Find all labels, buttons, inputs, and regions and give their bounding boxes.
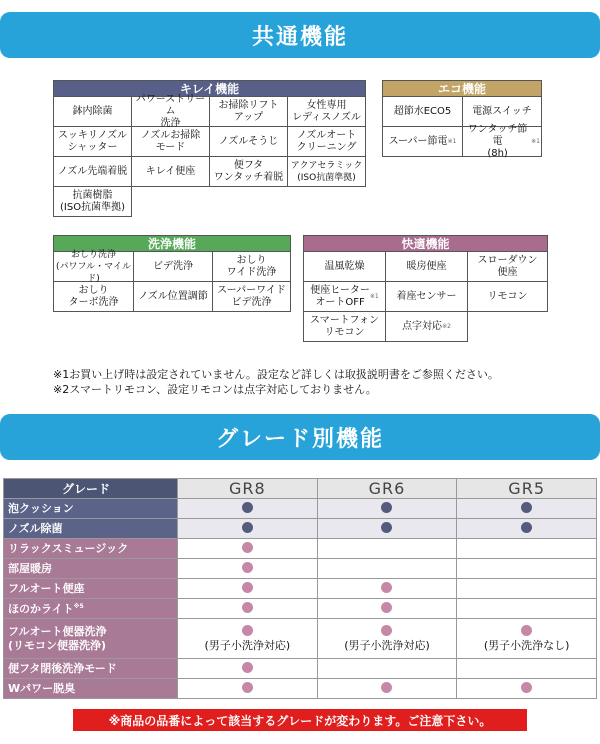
kaiteki-feature-footnote-mark: ※1	[369, 292, 379, 300]
eco-feature-label: スーパー節電	[388, 135, 448, 147]
grade-value-cell	[317, 499, 457, 519]
feature-name: Wパワー脱臭	[8, 681, 76, 695]
grade-warning: ※商品の品番によって該当するグレードが変わります。ご注意下さい。	[73, 709, 527, 731]
kaiteki-feature-label: リモコン	[487, 290, 528, 302]
available-dot-icon	[381, 625, 392, 636]
kirei-feature-item	[210, 127, 288, 157]
eco-feature-footnote-mark: ※1	[447, 137, 457, 145]
available-dot-icon	[521, 522, 532, 533]
kirei-feature-label: お掃除リフト アップ	[218, 99, 279, 123]
kaiteki-feature-item	[386, 252, 468, 282]
grade-value-cell	[317, 519, 457, 539]
senjo-feature-label: おしり洗浄 (パワフル・マイルド)	[56, 249, 131, 284]
grade-value-note: (男子小洗浄対応)	[204, 639, 291, 652]
senjo-feature-label: ノズル位置調節	[138, 290, 208, 302]
eco-feature-label: 電源スイッチ	[472, 105, 532, 117]
feature-name-cell	[4, 539, 178, 559]
kirei-feature-item	[288, 97, 366, 127]
eco-features-title: エコ機能	[382, 80, 542, 97]
feature-name-cell	[4, 519, 178, 539]
kaiteki-feature-label: 点字対応	[402, 320, 443, 332]
kaiteki-feature-item	[386, 282, 468, 312]
feature-name: フルオート便座	[8, 581, 85, 595]
feature-name: 便フタ閉後洗浄モード	[8, 661, 117, 675]
kaiteki-feature-label: 着座センサー	[396, 290, 457, 302]
eco-feature-label: ワンタッチ節電 (8h)	[467, 123, 528, 159]
feature-name: ノズル除菌	[8, 521, 63, 535]
grade-value-cell	[178, 579, 318, 599]
grade-value-cell	[457, 559, 597, 579]
available-dot-icon	[242, 602, 253, 613]
table-row	[4, 579, 597, 599]
feature-name-cell	[4, 659, 178, 679]
grade-value-cell	[317, 619, 457, 659]
available-dot-icon	[242, 562, 253, 573]
kirei-feature-item	[54, 187, 132, 217]
grade-value-cell	[178, 659, 318, 679]
available-dot-icon	[381, 602, 392, 613]
table-row	[4, 599, 597, 619]
kirei-features-group	[53, 80, 366, 217]
grade-header-row	[4, 479, 597, 499]
grade-value-cell	[178, 679, 318, 699]
kirei-feature-item	[288, 157, 366, 187]
kirei-feature-item	[132, 127, 210, 157]
table-row	[4, 559, 597, 579]
grade-value-cell	[317, 559, 457, 579]
kirei-features-title: キレイ機能	[53, 80, 366, 97]
grade-gr8: GR8	[178, 479, 318, 499]
kirei-feature-label: アクアセラミック (ISO抗菌準拠)	[290, 160, 363, 183]
kirei-feature-item	[54, 127, 132, 157]
kaiteki-feature-label: スマートフォン リモコン	[310, 314, 379, 338]
eco-features-group	[382, 80, 542, 157]
kirei-feature-item	[54, 97, 132, 127]
feature-name-cell	[4, 499, 178, 519]
senjo-feature-item	[213, 282, 291, 312]
footnote-1: ※1お買い上げ時は設定されていません。設定など詳しくは取扱説明書をご参照ください。	[53, 368, 499, 381]
grade-value-cell	[317, 579, 457, 599]
senjo-features-title: 洗浄機能	[53, 235, 291, 252]
eco-feature-item	[463, 97, 542, 127]
eco-feature-label: 超節水ECO5	[393, 105, 452, 117]
grade-value-cell	[178, 519, 318, 539]
grade-header-label: グレード	[4, 479, 178, 499]
kirei-feature-label: ノズルオート クリーニング	[296, 129, 357, 153]
feature-name-cell	[4, 679, 178, 699]
kirei-feature-label: 女性専用 レディスノズル	[292, 99, 361, 123]
feature-name-cell	[4, 579, 178, 599]
available-dot-icon	[381, 502, 392, 513]
kaiteki-feature-label: スローダウン 便座	[477, 254, 538, 278]
available-dot-icon	[242, 582, 253, 593]
available-dot-icon	[381, 582, 392, 593]
grade-value-cell	[457, 519, 597, 539]
table-row	[4, 499, 597, 519]
grade-value-note: (男子小洗浄対応)	[344, 639, 430, 652]
grade-value-cell	[178, 559, 318, 579]
available-dot-icon	[242, 522, 253, 533]
kirei-feature-label: パワーストリーム 洗浄	[135, 93, 206, 129]
kaiteki-feature-item	[304, 282, 386, 312]
feature-name-cell	[4, 619, 178, 659]
grade-value-cell	[457, 659, 597, 679]
footnote-2: ※2スマートリモコン、設定リモコンは点字対応しておりません。	[53, 383, 377, 396]
senjo-feature-label: スーパーワイド ビデ洗浄	[217, 284, 286, 308]
senjo-feature-label: おしり ターボ洗浄	[68, 284, 119, 308]
grade-value-cell	[178, 539, 318, 559]
grade-value-cell	[457, 599, 597, 619]
table-row	[4, 519, 597, 539]
available-dot-icon	[242, 502, 253, 513]
grade-value-cell	[178, 619, 318, 659]
grade-value-cell	[457, 539, 597, 559]
available-dot-icon	[242, 625, 253, 636]
grade-value-cell	[457, 679, 597, 699]
kirei-feature-item	[210, 97, 288, 127]
eco-features-grid	[382, 97, 542, 157]
kirei-feature-label: 便フタ ワンタッチ着脱	[213, 159, 284, 183]
feature-footnote-mark: ※5	[73, 603, 84, 611]
grade-value-cell	[317, 539, 457, 559]
kirei-feature-item	[210, 157, 288, 187]
kirei-feature-item	[54, 157, 132, 187]
grade-value-cell	[457, 619, 597, 659]
grade-table-body	[4, 499, 597, 699]
eco-feature-item	[463, 123, 542, 159]
kaiteki-feature-item	[468, 252, 548, 282]
feature-name: 部屋暖房	[8, 561, 52, 575]
kirei-feature-item	[288, 127, 366, 157]
available-dot-icon	[242, 542, 253, 553]
available-dot-icon	[521, 682, 532, 693]
eco-feature-item	[383, 127, 463, 157]
table-row	[4, 679, 597, 699]
available-dot-icon	[242, 682, 253, 693]
eco-feature-footnote-mark: ※1	[531, 137, 540, 145]
kirei-feature-item	[132, 93, 210, 129]
grade-comparison-table	[3, 478, 597, 699]
kaiteki-feature-label: 温風乾燥	[324, 260, 365, 272]
grade-value-cell	[317, 599, 457, 619]
kaiteki-features-title: 快適機能	[303, 235, 548, 252]
available-dot-icon	[521, 625, 532, 636]
table-row	[4, 539, 597, 559]
kaiteki-feature-item	[386, 312, 468, 342]
grade-value-cell	[457, 499, 597, 519]
kirei-feature-item	[132, 157, 210, 187]
kaiteki-feature-label: 便座ヒーター オートOFF	[310, 284, 370, 308]
kaiteki-feature-footnote-mark: ※2	[442, 322, 451, 330]
kaiteki-features-grid	[303, 252, 548, 342]
kaiteki-feature-item	[304, 252, 386, 282]
kirei-feature-label: ノズルお掃除 モード	[140, 129, 201, 153]
available-dot-icon	[521, 502, 532, 513]
kirei-feature-label: 鉢内除菌	[72, 105, 113, 117]
kirei-feature-label: キレイ便座	[145, 165, 196, 177]
feature-name-cell	[4, 599, 178, 619]
grade-value-cell	[457, 579, 597, 599]
feature-name: リラックスミュージック	[8, 541, 129, 555]
kirei-features-grid	[53, 93, 366, 217]
senjo-features-grid	[53, 249, 291, 312]
footnotes	[53, 367, 499, 397]
available-dot-icon	[381, 522, 392, 533]
feature-name: ほのかライト	[8, 602, 74, 616]
senjo-feature-label: ビデ洗浄	[153, 260, 193, 272]
table-row	[4, 619, 597, 659]
grade-value-cell	[317, 679, 457, 699]
feature-name-cell	[4, 559, 178, 579]
senjo-feature-item	[134, 282, 213, 312]
grade-value-cell	[178, 499, 318, 519]
senjo-feature-item	[54, 249, 134, 284]
kirei-feature-label: スッキリノズル シャッター	[57, 129, 128, 153]
grade-features-banner: グレード別機能	[0, 414, 600, 460]
kaiteki-feature-item	[304, 312, 386, 342]
kirei-feature-label: ノズル先端着脱	[57, 165, 128, 177]
kirei-feature-label: ノズルそうじ	[218, 135, 279, 147]
grade-gr5: GR5	[457, 479, 597, 499]
eco-feature-item	[383, 97, 463, 127]
grade-gr6: GR6	[317, 479, 457, 499]
common-features-banner: 共通機能	[0, 12, 600, 58]
kaiteki-feature-label: 暖房便座	[406, 260, 447, 272]
feature-name: フルオート便器洗浄 (リモコン便器洗浄)	[8, 624, 107, 652]
grade-value-cell	[317, 659, 457, 679]
available-dot-icon	[242, 662, 253, 673]
table-row	[4, 659, 597, 679]
kirei-feature-label: 抗菌樹脂 (ISO抗菌準拠)	[60, 189, 125, 213]
senjo-feature-label: おしり ワイド洗浄	[226, 254, 277, 278]
kaiteki-features-group	[303, 235, 548, 342]
kaiteki-feature-item	[468, 282, 548, 312]
grade-value-cell	[178, 599, 318, 619]
senjo-feature-item	[213, 252, 291, 282]
available-dot-icon	[381, 682, 392, 693]
grade-value-note: (男子小洗浄なし)	[483, 639, 570, 652]
senjo-feature-item	[54, 282, 134, 312]
feature-name: 泡クッション	[8, 501, 74, 515]
senjo-feature-item	[134, 252, 213, 282]
senjo-features-group	[53, 235, 291, 312]
